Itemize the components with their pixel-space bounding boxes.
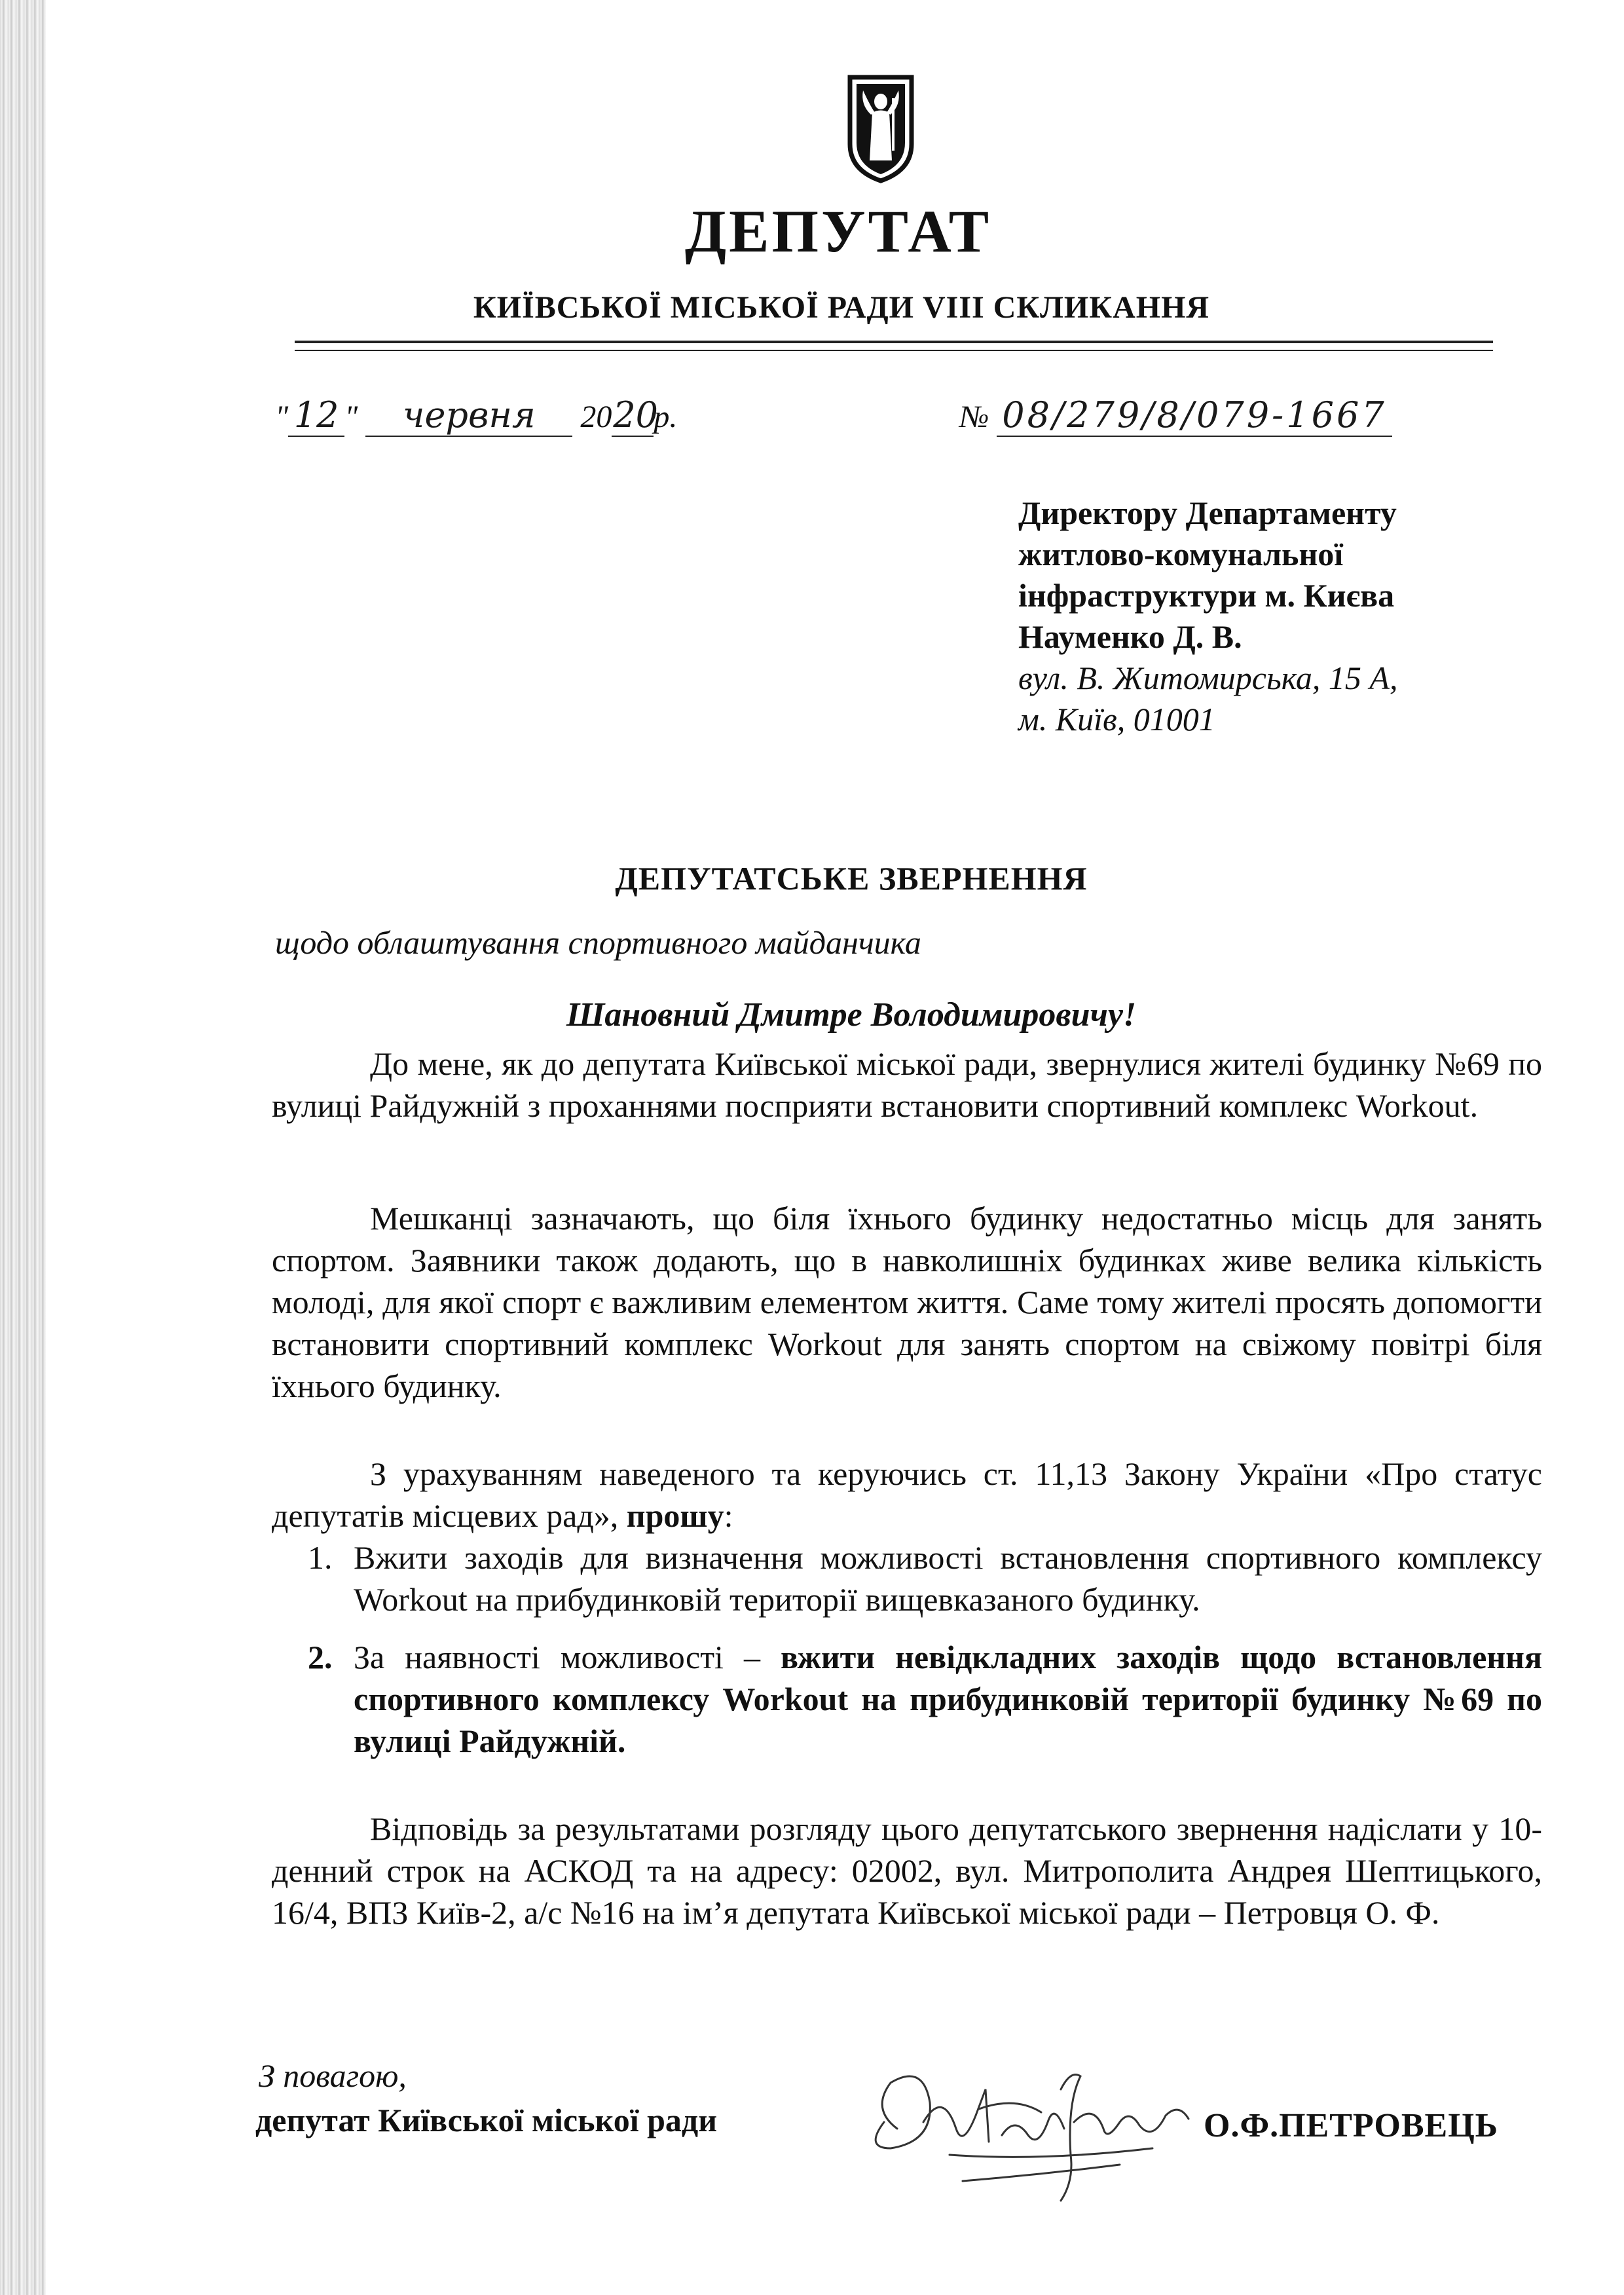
paragraph-3	[272, 1453, 1542, 1537]
list-item-2-number: 2.	[308, 1639, 333, 1675]
paragraph-3-text: З урахуванням наведеного та керуючись ст. 11,13 Закону України «Про статус депутатів місцевих рад»,	[272, 1455, 1542, 1534]
signer-role: депутат Київської міської ради	[255, 2102, 718, 2138]
paragraph-2: Мешканці зазначають, що біля їхнього будинку недостатньо місць для занять спортом. Заявники також додають, що в навколишніх будинках живе велика кількість молоді, для якої спорт є важливим елементом життя. Саме тому жителі просять допомогти встановити спортивний комплекс Workout для занять спортом на свіжому повітрі біля їхнього будинку.	[272, 1200, 1542, 1404]
signer-name: О.Ф.ПЕТРОВЕЦЬ	[1204, 2107, 1499, 2144]
closing-phrase: З повагою,	[259, 2057, 407, 2094]
salutation: Шановний Дмитре Володимировичу!	[566, 996, 1137, 1034]
reference-number	[959, 394, 1392, 437]
reference-number-value: 08/279/8/079-1667	[997, 394, 1392, 437]
addressee-line-3: інфраструктури м. Києва	[1018, 577, 1395, 614]
date-year-unit: р.	[654, 400, 678, 434]
list-item-2-text: За наявності можливості –	[354, 1639, 760, 1675]
paragraph-4: Відповідь за результатами розгляду цього депутатського звернення надіслати у 10-денний строк на АСКОД та на адресу: 02002, вул. Митрополита Андрея Шептицького, 16/4, ВПЗ Київ-2, а/с №16 на ім’я депутата Київської міської ради – Петровця О. Ф.	[272, 1810, 1542, 1931]
document-subject: щодо облаштування спортивного майданчика	[275, 924, 921, 961]
letterhead-subtitle: КИЇВСЬКОЇ МІСЬКОЇ РАДИ VIII СКЛИКАННЯ	[473, 290, 1210, 325]
date-year-suffix: 20	[613, 394, 659, 436]
list-item-2-bold-text: вжити невідкладних заходів щодо встановлення спортивного комплексу Workout на прибудинковій території будинку №69 по вулиці Райдужній.	[354, 1639, 1542, 1759]
document-date	[275, 394, 677, 437]
kyiv-archangel-crest-icon	[845, 72, 917, 183]
scan-edge-artifact	[0, 0, 46, 2295]
letterhead-divider-thin	[295, 350, 1493, 351]
paragraph-1: До мене, як до депутата Київської міської ради, звернулися жителі будинку №69 по вулиці Райдужній з проханнями посприяти встановити спортивний комплекс Workout.	[272, 1045, 1542, 1124]
paragraph-3-request: прошу	[626, 1497, 724, 1534]
list-item-1-text: Вжити заходів для визначення можливості встановлення спортивного комплексу Workout на прибудинковій території вищевказаного будинку.	[354, 1539, 1542, 1618]
list-item-2	[308, 1636, 1542, 1762]
addressee-address-2: м. Київ, 01001	[1018, 701, 1215, 737]
document-title: ДЕПУТАТСЬКЕ ЗВЕРНЕННЯ	[615, 860, 1088, 897]
list-item-1	[308, 1537, 1542, 1620]
letterhead-divider	[295, 341, 1493, 343]
addressee-line-2: житлово-комунальної	[1018, 536, 1344, 572]
addressee-block	[1018, 493, 1608, 740]
date-year-prefix: 20	[580, 400, 612, 434]
handwritten-signature	[845, 2050, 1251, 2207]
number-sign: №	[959, 400, 989, 434]
letterhead-title: ДЕПУТАТ	[684, 198, 992, 265]
date-day: 12	[288, 394, 344, 437]
list-item-1-number: 1.	[308, 1539, 333, 1576]
addressee-line-1: Директору Департаменту	[1018, 494, 1397, 531]
date-month: червня	[365, 394, 572, 437]
paragraph-3-end: :	[724, 1497, 733, 1534]
addressee-address-1: вул. В. Житомирська, 15 А,	[1018, 660, 1398, 696]
addressee-line-4: Науменко Д. В.	[1018, 618, 1242, 655]
date-close-quote: "	[344, 400, 358, 434]
date-open-quote: "	[275, 400, 289, 434]
